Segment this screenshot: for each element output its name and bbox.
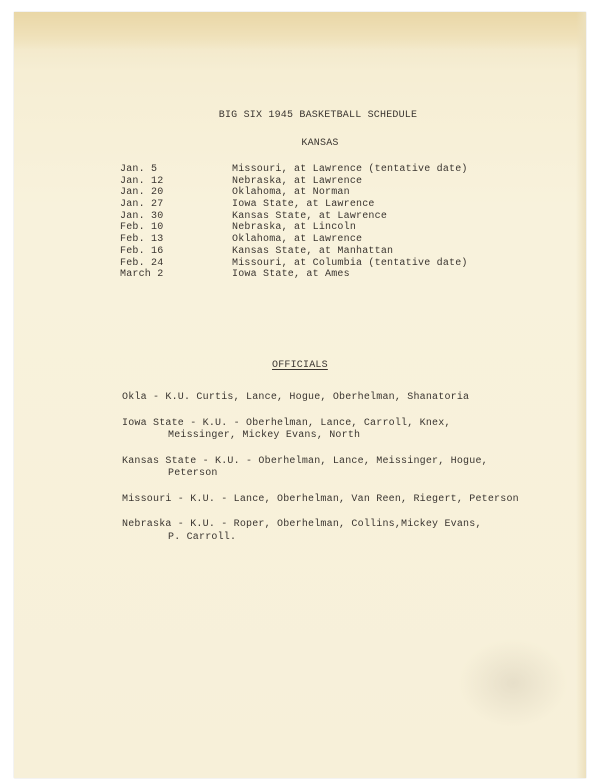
- schedule-game: Iowa State, at Lawrence: [232, 199, 375, 211]
- officials-line: Okla - K.U. Curtis, Lance, Hogue, Oberhelman, Shanatoria: [122, 392, 470, 403]
- schedule-game: Nebraska, at Lawrence: [232, 175, 363, 187]
- officials-heading: OFFICIALS: [272, 360, 328, 371]
- schedule-date: Jan. 12: [120, 175, 164, 187]
- aged-paper-top-band: [14, 12, 586, 50]
- officials-line: Kansas State - K.U. - Oberhelman, Lance, Meissinger, Hogue,: [122, 455, 488, 467]
- schedule-date: Feb. 16: [120, 245, 164, 257]
- officials-continuation: Meissinger, Mickey Evans, North: [168, 430, 361, 441]
- schedule-date: Jan. 27: [120, 199, 164, 211]
- schedule-date: Jan. 5: [120, 164, 158, 175]
- officials-entry: [122, 418, 519, 443]
- officials-continuation: P. Carroll.: [168, 531, 237, 543]
- paper-stain: [458, 638, 568, 728]
- officials-line: Missouri - K.U. - Lance, Oberhelman, Van Reen, Riegert, Peterson: [122, 493, 519, 505]
- officials-line: Nebraska - K.U. - Roper, Oberhelman, Collins,Mickey Evans,: [122, 519, 482, 530]
- schedule-game: Kansas State, at Lawrence: [232, 210, 388, 222]
- officials-entry: [122, 494, 519, 507]
- schedule-date: Jan. 30: [120, 210, 164, 222]
- schedule-date: Feb. 10: [120, 222, 164, 234]
- officials-entry: [122, 392, 519, 405]
- schedule-game: Oklahoma, at Lawrence: [232, 234, 363, 246]
- schedule-date: Jan. 20: [120, 187, 164, 199]
- officials-list: [122, 392, 519, 557]
- document-page: [14, 12, 586, 778]
- officials-entry: [122, 519, 519, 544]
- schedule-game: Missouri, at Lawrence (tentative date): [232, 164, 468, 175]
- schedule-game: Missouri, at Columbia (tentative date): [232, 257, 468, 269]
- officials-entry: [122, 456, 519, 481]
- schedule-game: Iowa State, at Ames: [232, 269, 350, 281]
- document-title: BIG SIX 1945 BASKETBALL SCHEDULE: [218, 110, 418, 121]
- document-subtitle: KANSAS: [301, 138, 339, 149]
- schedule-date: Feb. 13: [120, 234, 164, 246]
- officials-line: Iowa State - K.U. - Oberhelman, Lance, Carroll, Knex,: [122, 417, 451, 429]
- officials-continuation: Peterson: [168, 468, 218, 479]
- schedule-game: Kansas State, at Manhattan: [232, 245, 394, 257]
- schedule-game: Nebraska, at Lincoln: [232, 222, 357, 234]
- schedule-game: Oklahoma, at Norman: [232, 187, 350, 199]
- schedule-date: March 2: [120, 269, 164, 281]
- aged-paper-right-edge: [576, 12, 586, 778]
- schedule-date: Feb. 24: [120, 257, 164, 269]
